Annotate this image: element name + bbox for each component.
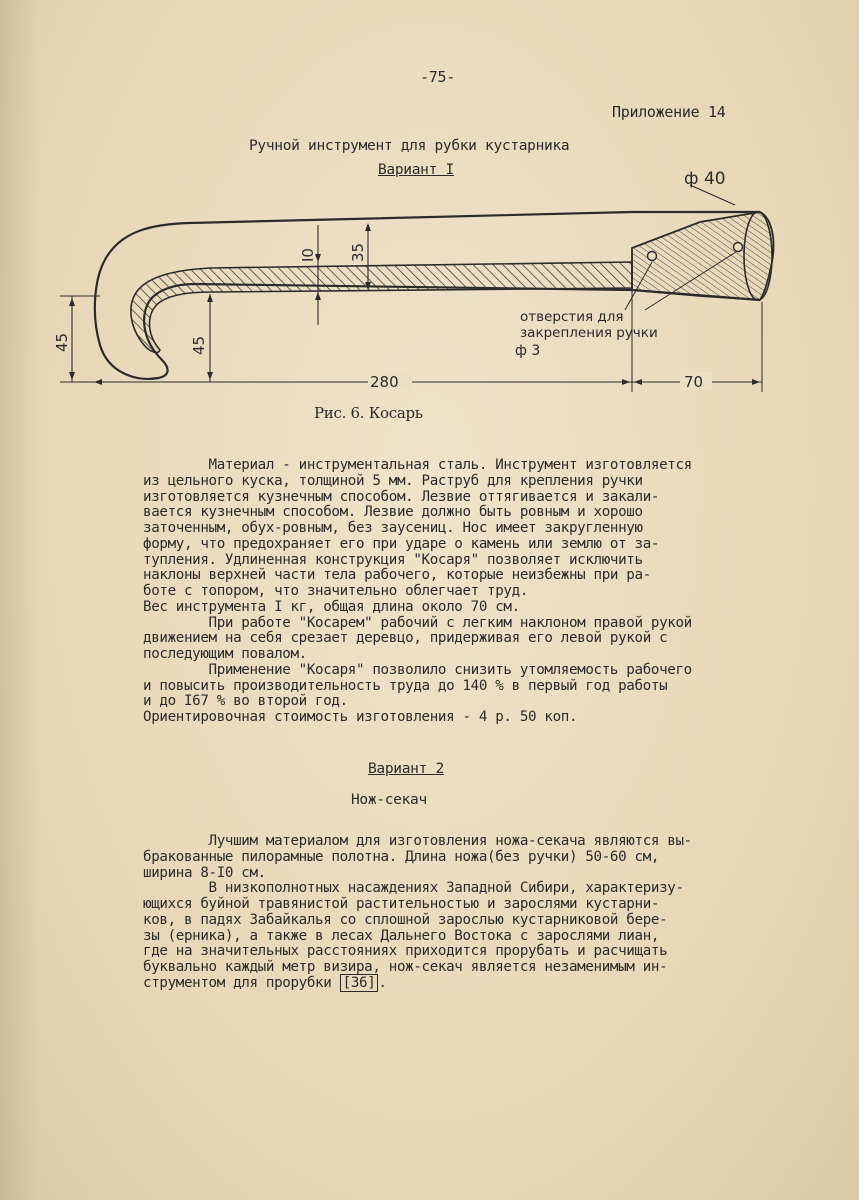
dim-280: 280 [370, 373, 399, 391]
text-line: движением на себя срезает деревцо, придерживая его левой рукой с [143, 630, 668, 647]
appendix-label: Приложение 14 [612, 103, 726, 121]
text-line: буквально каждый метр визира, нож-секач является незаменимым ин- [143, 959, 668, 975]
text-line: Вес инструмента I кг, общая длина около 70 см. [143, 598, 520, 615]
text-line: где на значительных расстояниях приходится прорубать и расчищать [143, 943, 668, 960]
body-section-1 [143, 458, 692, 726]
variant-2-heading: Вариант 2 [368, 761, 444, 777]
text-line: и повысить производительность труда до 140 % в первый год работы [143, 677, 668, 694]
hole-2 [734, 243, 743, 252]
document-title: Ручной инструмент для рубки кустарника [249, 138, 570, 154]
text-line: вается кузнечным способом. Лезвие должно быть ровным и хорошо [143, 504, 643, 521]
diameter-handle-label: ф 40 [684, 169, 726, 189]
text-line: В низкополнотных насаждениях Западной Сибири, характеризу- [143, 880, 684, 897]
text-line-last [143, 976, 692, 992]
holes-label-line1: отверстия для [520, 309, 624, 325]
text-segment: . [378, 974, 387, 991]
dim-70: 70 [684, 373, 704, 391]
page-number: -75- [420, 68, 455, 86]
text-line: Ориентировочная стоимость изготовления - 4 р. 50 коп. [143, 709, 578, 725]
text-line: Материал - инструментальная сталь. Инструмент изготовляется [143, 457, 692, 473]
kosar-drawing [0, 0, 859, 470]
text-segment: струментом для прорубки [143, 974, 340, 991]
text-line: Лучшим материалом для изготовления ножа-секача являются вы- [143, 833, 692, 849]
text-line: из цельного куска, толщиной 5 мм. Раструб для крепления ручки [143, 472, 643, 489]
text-line: и до I67 % во второй год. [143, 693, 348, 710]
text-line: зы (ерника), а также в лесах Дальнего Востока с зарослями лиан, [143, 927, 660, 944]
dim-45-left: 45 [53, 332, 71, 352]
text-line: При работе "Косарем" рабочий с легким наклоном правой рукой [143, 614, 692, 631]
text-line: изготовляется кузнечным способом. Лезвие оттягивается и закали- [143, 488, 660, 505]
text-line: наклоны верхней части тела рабочего, которые неизбежны при ра- [143, 567, 651, 584]
text-line: ющихся буйной травянистой растительностью и зарослями кустарни- [143, 896, 660, 912]
text-line: тупления. Удлиненная конструкция "Косаря" позволяет исключить [143, 551, 643, 568]
text-line: боте с топором, что значительно облегчает труд. [143, 583, 529, 599]
citation-number: 36 [350, 974, 368, 991]
text-line: бракованные пилорамные полотна. Длина ножа(без ручки) 50-60 см, [143, 848, 660, 865]
body-section-2 [143, 834, 692, 992]
figure-caption: Рис. 6. Косарь [314, 404, 423, 422]
citation-reference: [36] [340, 974, 379, 992]
holes-label-line2: закрепления ручки [520, 325, 658, 341]
holes-label-line3: ф 3 [515, 343, 541, 359]
hole-1 [648, 252, 657, 261]
text-line: ширина 8-I0 см. [143, 864, 266, 881]
dim-35: 35 [349, 242, 367, 262]
dim-45-inner: 45 [190, 335, 208, 355]
text-line: форму, что предохраняет его при ударе о камень или землю от за- [143, 535, 660, 552]
text-line: заточенным, обух-ровным, без заусениц. Нос имеет закругленную [143, 520, 643, 536]
text-line: Применение "Косаря" позволило снизить утомляемость рабочего [143, 661, 692, 678]
variant-1-heading: Вариант I [378, 162, 454, 178]
knife-subtitle: Нож-секач [351, 792, 427, 808]
text-line: ков, в падях Забайкалья со сплошной зарослью кустарниковой бере- [143, 911, 668, 928]
dim-10: I0 [299, 248, 317, 262]
text-line: последующим повалом. [143, 646, 307, 662]
